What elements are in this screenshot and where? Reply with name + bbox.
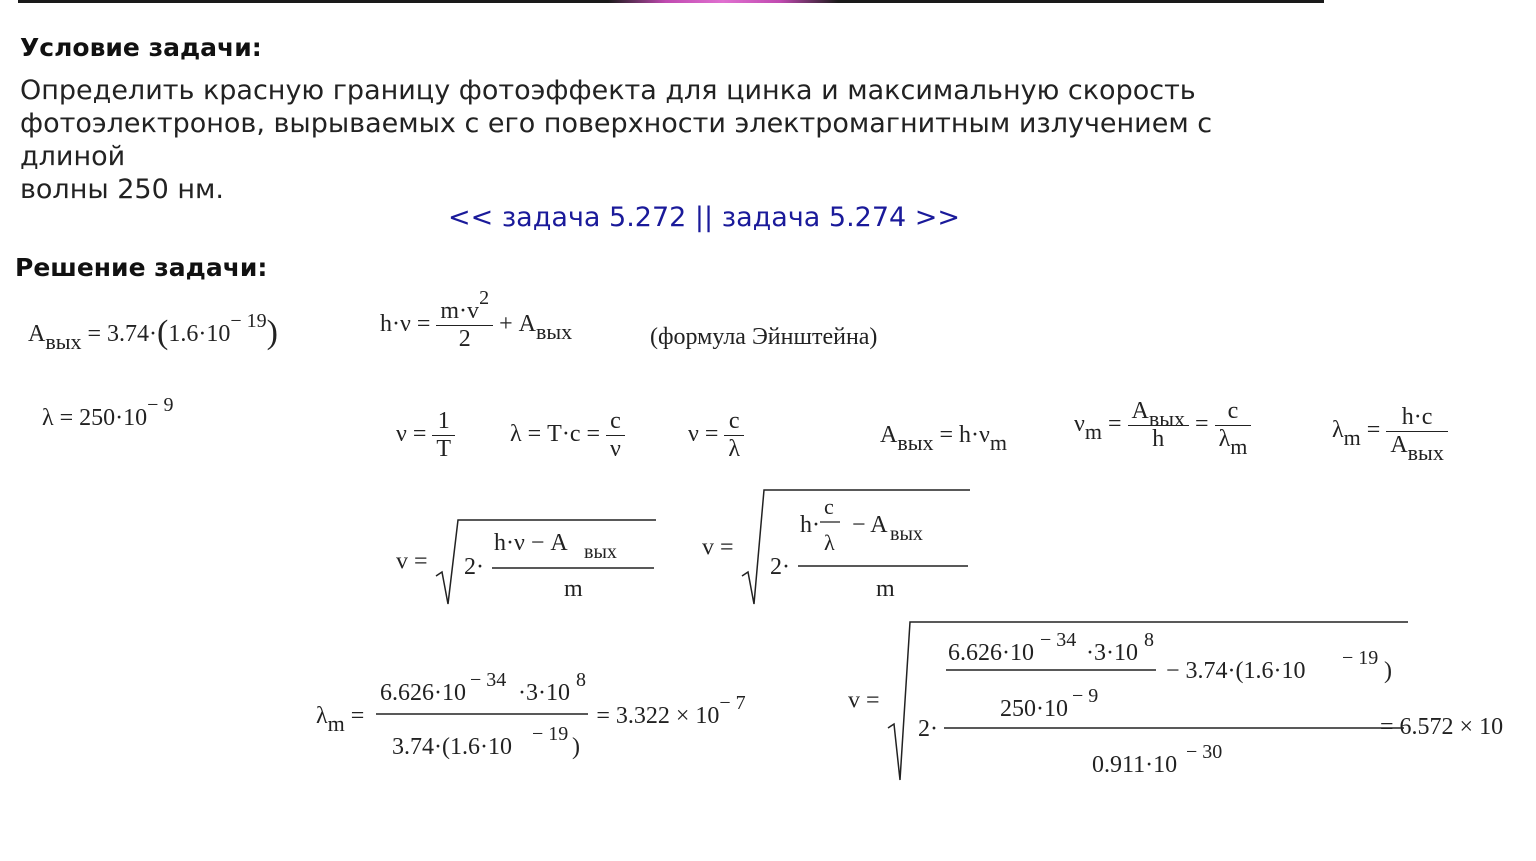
lambda-m-result: = $3.322 \times 10^{- 7}$: [596, 691, 746, 729]
condition-line-3: волны 250 нм.: [20, 174, 224, 205]
prev-problem-link[interactable]: << задача 5.272: [448, 202, 687, 233]
svg-text:вых: вых: [583, 541, 617, 563]
svg-text:− 3.74·(1.6·10: − 3.74·(1.6·10: [1165, 658, 1306, 684]
svg-text:− 19: − 19: [532, 723, 569, 745]
next-problem-link[interactable]: задача 5.274 >>: [721, 202, 961, 233]
solution-heading: Решение задачи:: [15, 253, 268, 282]
nu-m-formula: νm = $\frac{\text{Aвых}}{h}$ = $\frac{c}{\lambda m}$: [1074, 398, 1251, 453]
svg-text:6.626·10: 6.626·10: [380, 680, 467, 706]
lambda-m-calculation: λm = 6.626·10 − 34 ·3·10 8 3.74·(1.6·10 − 19 ) = $3.322 \times 10^{- 7}$: [316, 664, 746, 768]
svg-text:вых: вых: [889, 523, 923, 545]
svg-text:0.911·10: 0.911·10: [1091, 752, 1177, 778]
lambda-m-formula: λm = $\frac{h\cdot c}{\text{Aвых}}$: [1332, 404, 1448, 459]
svg-text:): ): [572, 734, 581, 760]
svg-text:250·10: 250·10: [999, 696, 1068, 722]
svg-text:2·: 2·: [463, 554, 484, 580]
svg-text:m: m: [563, 576, 583, 602]
svg-text:− 34: − 34: [1039, 629, 1076, 651]
condition-text: [20, 74, 1320, 206]
svg-text:h·ν − A: h·ν − A: [493, 530, 568, 556]
divider-highlight: [608, 0, 838, 3]
svg-text:·3·10: ·3·10: [1085, 640, 1138, 666]
svg-text:c: c: [823, 494, 834, 519]
svg-text:2·: 2·: [769, 554, 790, 580]
svg-text:2·: 2·: [917, 716, 938, 742]
condition-line-1: Определить красную границу фотоэффекта для цинка и максимальную скорость: [20, 75, 1196, 106]
work-function-hv-formula: Aвых = h·νm: [880, 422, 1008, 455]
lambda-tc-formula: λ = T·c = $\frac{c}{\nu}$: [510, 408, 625, 463]
condition-heading: Условие задачи:: [20, 33, 262, 62]
top-divider: [18, 0, 1324, 3]
svg-text:λ: λ: [823, 530, 835, 555]
work-function-formula: Aвых = $3.74\cdot(1.6\cdot 10^{- 19})$: [28, 310, 278, 354]
svg-text:m: m: [875, 576, 895, 602]
svg-text:8: 8: [576, 669, 587, 691]
svg-text:3.74·(1.6·10: 3.74·(1.6·10: [392, 734, 513, 760]
lambda-m-fraction: [370, 664, 590, 768]
sqrt-sign-2: [740, 486, 972, 610]
svg-text:8: 8: [1143, 629, 1154, 651]
condition-line-2: фотоэлектронов, вырываемых с его поверхности электромагнитным излучением с длиной: [20, 108, 1213, 172]
velocity-result: = 6.572 × 10: [1380, 714, 1504, 740]
velocity-formula-1: v = 2· h·ν − A вых m: [396, 514, 658, 610]
svg-text:6.626·10: 6.626·10: [947, 640, 1034, 666]
nav-separator: ||: [694, 202, 714, 233]
einstein-fraction: $\frac{m\cdot v^2}{2}$: [436, 298, 493, 353]
svg-text:·3·10: ·3·10: [518, 680, 571, 706]
einstein-formula: h·ν = $\frac{m\cdot v^2}{2}$ + Aвых: [380, 287, 573, 352]
svg-text:− 19: − 19: [1341, 647, 1378, 669]
svg-text:): ): [1383, 658, 1392, 684]
problem-navigation: [448, 202, 960, 233]
frequency-period-formula: ν = $\frac{1}{T}$: [396, 408, 455, 463]
frequency-lambda-formula: ν = $\frac{c}{\lambda}$: [688, 408, 744, 463]
einstein-note: (формула Эйнштейна): [650, 324, 878, 350]
svg-text:− A: − A: [851, 512, 888, 538]
velocity-formula-2: v = 2· h· c λ − A вых m: [702, 486, 972, 610]
wavelength-formula: $\lambda = 250\cdot 10^{- 9}$: [42, 394, 174, 431]
svg-text:− 34: − 34: [470, 669, 507, 691]
svg-text:h·: h·: [799, 512, 820, 538]
velocity-sqrt: [886, 618, 1416, 784]
velocity-calculation: v = 2· 6.626·10 − 34 ·3·10 8 250·10 − 9 − 3.74·(1.6·10 − 19 ) 0.911·10 − 30: [848, 618, 1416, 784]
svg-text:− 9: − 9: [1071, 685, 1098, 707]
svg-text:− 30: − 30: [1185, 741, 1222, 763]
sqrt-sign-1: [434, 514, 658, 610]
